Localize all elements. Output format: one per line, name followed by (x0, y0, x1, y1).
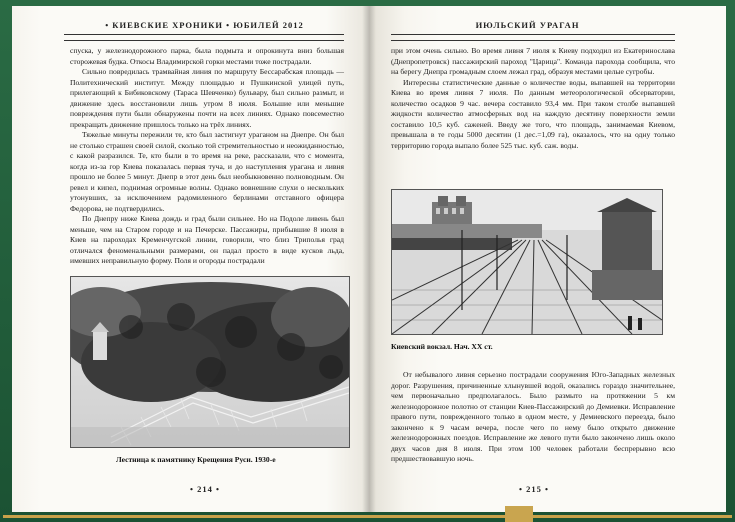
paragraph: Сильно повредилась трамвайная линия по маршруту Бессарабская площадь — Политехнический институт. Между площадью и Пушкинской улицей путь, прилегающий к Бибиковскому (Тараса Шевченко) бульвару, был сильно размыт, и движение здесь восстановили лишь утром 8 июля. Большие или меньшие повреждения пути были обнаружены почти на всех линиях. Однако повсеместно прекращать движение пришлось только на трёх линиях. (70, 67, 344, 129)
paragraph: От небывалого ливня серьезно пострадали сооружения Юго-Западных железных дорог. Разрушения, причиненные хлынувшей водой, оказались гораздо значительнее, чем первоначально предполагалось. Было размыто на протяжении 5 км железнодорожное полотно от станции Киев-Пассажирский до Демиевки. Исправление правого пути, поврежденного только в одном месте, у Демиевского переезда, было закончено к 9 часам вечера, после чего по нему было открыто движение железнодорожных поездов. Исправление же левого пути было закончено лишь около двух часов дня 8 июля. При этом 100 человек работали беспрерывно всю предшествовавшую ночь. (391, 370, 675, 463)
staircase-image (71, 277, 349, 447)
right-page (369, 6, 726, 512)
paragraph: По Днепру ниже Киева дождь и град были сильнее. Но на Подоле ливень был меньше, чем на Старом городе и на Печерске. Пассажиры, прибывшие 8 июля в Киев на пароходах Кременчугской линии, говорили, что близ Триполья град отличался феноменальными размерами, он падал просто в виде кусков льда, имевших неправильную форму. Поля и огороды пострадали (70, 214, 344, 265)
bookmark-ribbon (505, 506, 533, 522)
paragraph: Тяжелые минуты пережили те, кто был застигнут ураганом на Днепре. Он был не столько страшен своей силой, сколько той стремительностью и неожиданностью, с какой разразился. Те, кто были в то время на реке, рассказали, что с момента, когда из-за гор Киева показалась первая туча, и до наступления урагана и ливня прошло не более 5 минут. Днепр в этот день был необыкновенно полноводным. Он ревел и кипел, поднимая огромные волны. Однако вовнешние слухи о нескольких утонувших, за исключением радомиленного берлинами отставного офицера Федорова, не подтвердились. (70, 130, 344, 213)
station-photo (391, 189, 663, 335)
head-rule-right (391, 34, 675, 41)
paragraph: при этом очень сильно. Во время ливня 7 июля к Киеву подходил из Екатеринослава (Днепропетровск) пассажирский пароход "Царица". Команда парохода сообщила, что на берегу Днепра громадным слоем лежал град, образуя местами целые сугробы. (391, 46, 675, 76)
running-head-left: • КИЕВСКИЕ ХРОНИКИ • ЮБИЛЕЙ 2012 (105, 20, 304, 30)
staircase-photo (70, 276, 350, 448)
page-number-right: • 215 • (519, 484, 549, 494)
page-number-left: • 214 • (190, 484, 220, 494)
station-caption: Киевский вокзал. Нач. XX ст. (391, 342, 493, 351)
left-page (12, 6, 369, 512)
head-rule-left (64, 34, 344, 41)
left-body-text (70, 46, 344, 267)
running-head-right: ИЮЛЬСКИЙ УРАГАН (475, 20, 580, 30)
paragraph: Интересны статистические данные о количестве воды, выпавшей на территории Киева во время ливня 7 июля. По данным метеорологической обсерватории, количество осадков 9 час. вечера составило 93,4 мм. При таком столбе выпавшей жидкости количество атмосферных вод на каждую десятину поверхности земли составило 10,5 куб. саженей. Введу же того, что площадь, занимаемая Киевом, превышала в те годы 5000 десятин (1 дес.=1,09 га), оказалось, что на одну только территорию города выпало более 525 тыс. куб. саж. воды. (391, 77, 675, 150)
paragraph: спуска, у железнодорожного парка, была подмыта и опрокинута вниз большая сторожевая будка. Откосы Владимирской горки местами тоже пострадали. (70, 46, 344, 66)
right-body-text-top (391, 46, 675, 151)
staircase-caption: Лестница к памятнику Крещения Руси. 1930-е (116, 455, 276, 464)
station-image (392, 190, 662, 334)
right-body-text-bottom (391, 370, 675, 465)
